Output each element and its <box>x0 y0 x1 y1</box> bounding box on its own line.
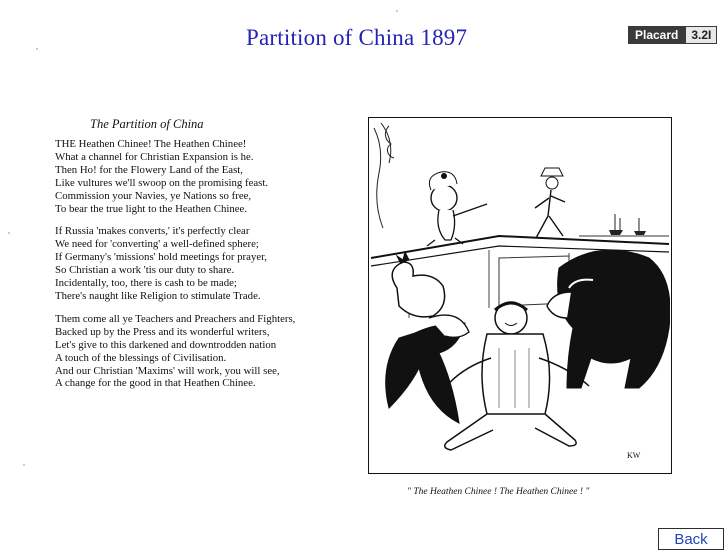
poem-stanza-3 <box>55 313 355 390</box>
poem-line: To bear the true light to the Heathen Chinee. <box>55 202 248 215</box>
poem-line: Backed up by the Press and its wonderful writers, <box>55 325 270 338</box>
poem-stanza-1 <box>55 138 355 215</box>
poem-line: A touch of the blessings of Civilisation. <box>55 351 227 364</box>
poem-line: THE Heathen Chinee! The Heathen Chinee! <box>55 138 247 150</box>
poem-line: And our Christian 'Maxims' will work, you will see, <box>55 364 280 377</box>
scan-speck <box>23 464 25 466</box>
placard-number: 3.2I <box>685 26 717 44</box>
poem-stanza-2 <box>55 225 355 302</box>
placard-label: Placard <box>628 26 685 44</box>
poem-line: Let's give to this darkened and downtrodden nation <box>55 338 277 351</box>
back-button[interactable]: Back <box>658 528 724 550</box>
poem-line: If Russia 'makes converts,' it's perfectly clear <box>55 225 250 238</box>
poem-line: So Christian a work 'tis our duty to share. <box>55 264 235 277</box>
scan-speck <box>36 48 38 50</box>
poem-line: Commission your Navies, ye Nations so free, <box>55 189 252 202</box>
poem-title: The Partition of China <box>90 117 204 131</box>
poem-line: If Germany's 'missions' hold meetings for prayer, <box>55 251 267 264</box>
poem-line: Then Ho! for the Flowery Land of the East, <box>55 163 243 176</box>
placard-badge <box>628 26 717 44</box>
poem-line: Incidentally, too, there is cash to be made; <box>55 277 237 290</box>
scan-speck <box>8 232 10 234</box>
poem-line: What a channel for Christian Expansion is he. <box>55 150 254 163</box>
poem-line: Them come all ye Teachers and Preachers and Fighters, <box>55 312 296 325</box>
cartoon-drawing <box>369 118 670 472</box>
cartoon-caption: " The Heathen Chinee ! The Heathen Chinee ! " <box>407 487 590 497</box>
political-cartoon-image <box>368 117 672 474</box>
poem-line: Like vultures we'll swoop on the promising feast. <box>55 176 269 189</box>
slide-title: Partition of China 1897 <box>246 25 468 50</box>
poem-line: We need for 'converting' a well-defined sphere; <box>55 238 259 251</box>
poem-text <box>55 138 355 400</box>
svg-text:KW: KW <box>627 451 641 460</box>
poem-line: There's naught like Religion to stimulate Trade. <box>55 289 261 302</box>
poem-line: A change for the good in that Heathen Chinee. <box>55 377 256 390</box>
scan-speck <box>396 10 398 12</box>
